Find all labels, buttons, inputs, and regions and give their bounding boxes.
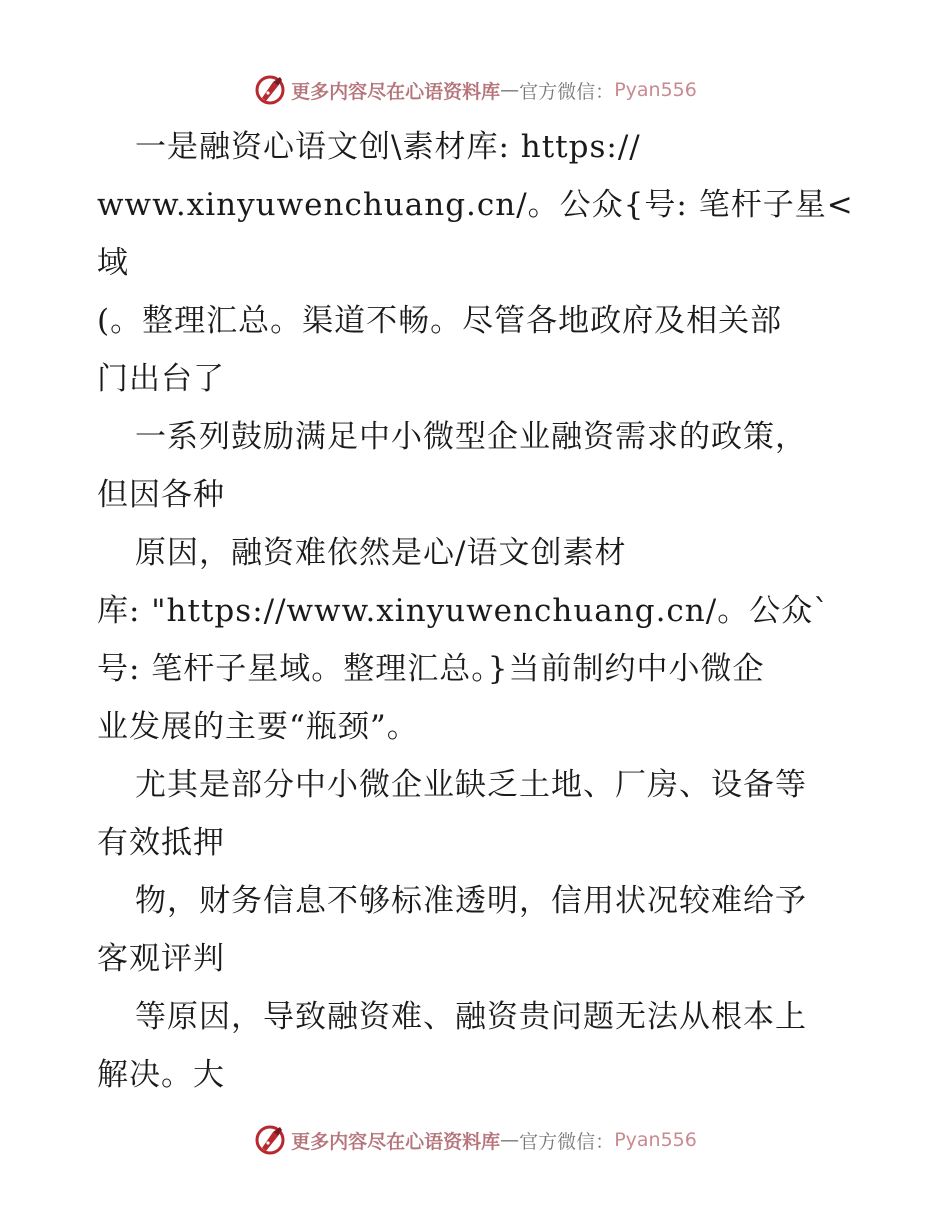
document-body (97, 118, 857, 1104)
header-dash: — (500, 79, 520, 101)
body-line: 客观评判 (97, 941, 225, 977)
body-line: 一是融资心语文创\素材库: https:// (135, 129, 641, 165)
body-line: 尤其是部分中小微企业缺乏土地、厂房、设备等 (135, 767, 807, 803)
body-line: 物，财务信息不够标准透明，信用状况较难给予 (135, 883, 807, 919)
body-line: 有效抵押 (97, 825, 225, 861)
footer-banner (0, 1120, 950, 1160)
footer-wechat-id: Pyan556 (614, 1129, 697, 1151)
header-wechat-label: 官方微信： (519, 80, 615, 103)
body-line: 但因各种 (97, 477, 225, 513)
body-line: 原因，融资难依然是心/语文创素材 (135, 535, 627, 571)
body-line: 门出台了 (97, 361, 225, 397)
header-banner (0, 70, 950, 110)
footer-dash: — (500, 1129, 520, 1151)
body-line: www.xinyuwenchuang.cn/。公众{号: 笔杆子星<域 (97, 187, 854, 281)
body-line: 号: 笔杆子星域。整理汇总。}当前制约中小微企 (97, 651, 765, 687)
footer-wechat-label: 官方微信： (519, 1130, 615, 1153)
body-line: 等原因，导致融资难、融资贵问题无法从根本上 (135, 999, 807, 1035)
footer-library-text: 更多内容尽在心语资料库 (291, 1130, 501, 1153)
header-wechat-id: Pyan556 (614, 79, 697, 101)
body-line: 解决。大 (97, 1057, 225, 1093)
body-line: 一系列鼓励满足中小微型企业融资需求的政策， (135, 419, 807, 455)
body-line: 库: "https://www.xinyuwenchuang.cn/。公众` (97, 593, 830, 629)
pen-nib-logo-icon (253, 1123, 287, 1157)
body-line: 业发展的主要“瓶颈”。 (97, 709, 419, 745)
header-library-text: 更多内容尽在心语资料库 (291, 80, 501, 103)
pen-nib-logo-icon (253, 73, 287, 107)
body-line: (。整理汇总。渠道不畅。尽管各地政府及相关部 (97, 303, 783, 339)
